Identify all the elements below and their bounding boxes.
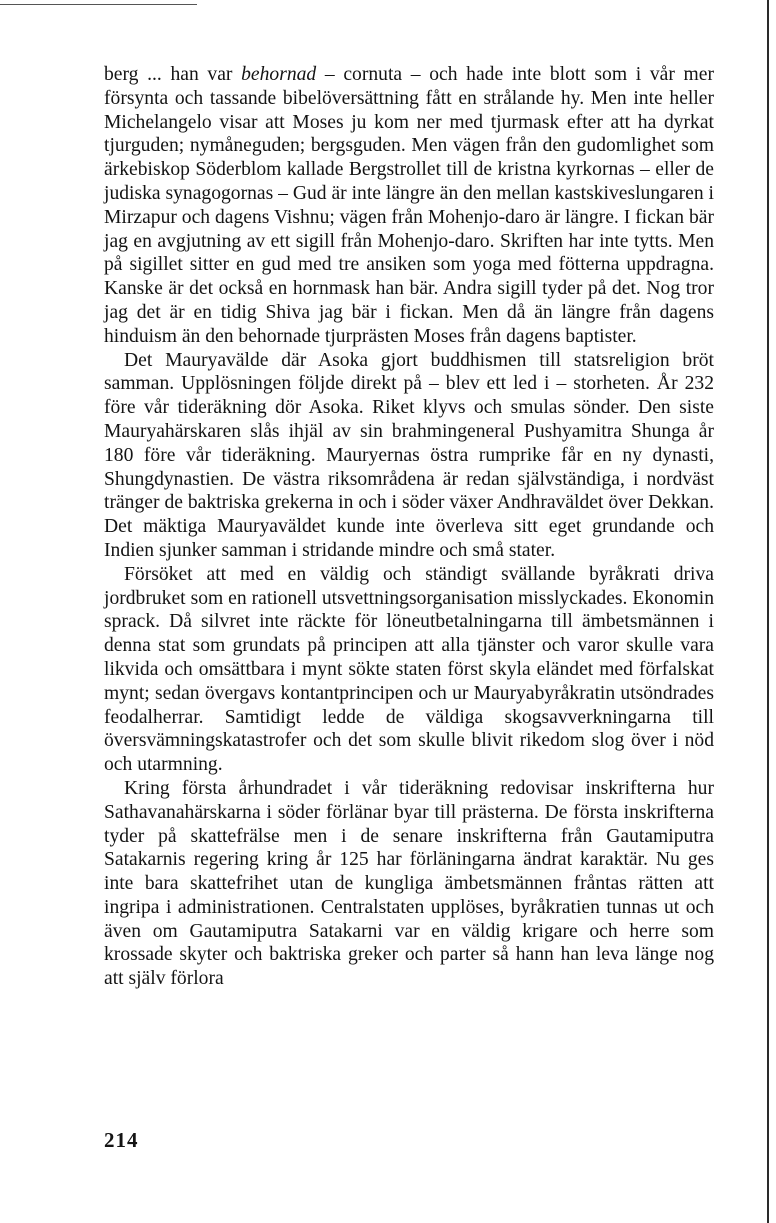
- paragraph-1: [104, 63, 714, 349]
- top-rule: [0, 4, 197, 5]
- page-number: 214: [104, 1128, 139, 1152]
- paragraph-1-start: berg ... han var: [104, 64, 242, 85]
- paragraph-4: Kring första århundradet i vår tideräkning redovisar inskrifterna hur Sathavanahärskarna i söder förlänar byar till prästerna. De första inskrifterna tyder på skattefrälse men i de senare inskrifterna från Gautamiputra Satakarnis regering kring år 125 har förläningarna ändrat karaktär. Nu ges inte bara skattefrihet utan de kungliga ämbetsmännen fråntas rätten att ingripa i administrationen. Centralstaten upplöses, byråkratien tunnas ut och även om Gautamiputra Satakarni var en väldig krigare och herre som krossade skyter och baktriska greker och parter så hann han leva länge nog att själv förlora: [104, 777, 714, 990]
- paragraph-2: Det Mauryavälde där Asoka gjort buddhismen till statsreligion bröt samman. Upplösningen följde direkt på – blev ett led i – storheten. År 232 före vår tideräkning dör Asoka. Riket klyvs och smulas sönder. Den siste Mauryahärskaren slås ihjäl av sin brahmingeneral Pushyamitra Shunga år 180 före vår tideräkning. Mauryernas östra rumprike får en ny dynasti, Shungdynastien. De västra riksområdena är redan självständiga, i nordväst tränger de baktriska grekerna in och i söder växer Andhraväldet över Dekkan. Det mäktiga Mauryaväldet kunde inte överleva sitt eget grundande och Indien sjunker samman i stridande mindre och små stater.: [104, 349, 714, 561]
- emphasis-behornad: behornad: [241, 64, 317, 85]
- paragraph-1-rest: – cornuta – och hade inte blott som i vår mer försynta och tassande bibelöversättning fått en strålande hy. Men inte heller Michelangelo visar att Moses ju kom ner med tjurmask efter att ha dyrkat tjurguden; nymåneguden; bergsguden. Men vägen från den gudomlighet som ärkebiskop Söderblom kallade Bergstrollet till de kristna kyrkornas – eller de judiska synagogornas – Gud är inte längre än den mellan kastskiveslungaren i Mirzapur och dagens Vishnu; vägen från Mohenjo-daro är längre. I fickan bär jag en avgjutning av ett sigill från Mohenjo-daro. Skriften har inte tytts. Men på sigillet sitter en gud med tre ansiken som yoga med fötterna uppdragna. Kanske är det också en hornmask han bär. Andra sigill tyder på det. Nog tror jag det är en tidig Shiva jag bär i fickan. Men då än längre från dagens hinduism än den behornade tjurprästen Moses från dagens baptister.: [104, 64, 714, 347]
- paragraph-3: Försöket att med en väldig och ständigt svällande byråkrati driva jordbruket som en rationell utsvettningsorganisation misslyckades. Ekonomin sprack. Då silvret inte räckte för löneutbetalningarna till ämbetsmännen i denna stat som grundats på principen att alla tjänster och varor skulle vara likvida och omsättbara i mynt sökte staten först skyla eländet med förfalskat mynt; sedan övergavs kontantprincipen och ur Mauryabyråkratin utsöndrades feodalherrar. Samtidigt ledde de väldiga skogsavverkningarna till översvämningskatastrofer och det som skulle blivit rikedom slog över i nöd och utarmning.: [104, 563, 714, 776]
- page-body: [104, 63, 714, 991]
- page-edge: [767, 0, 769, 1223]
